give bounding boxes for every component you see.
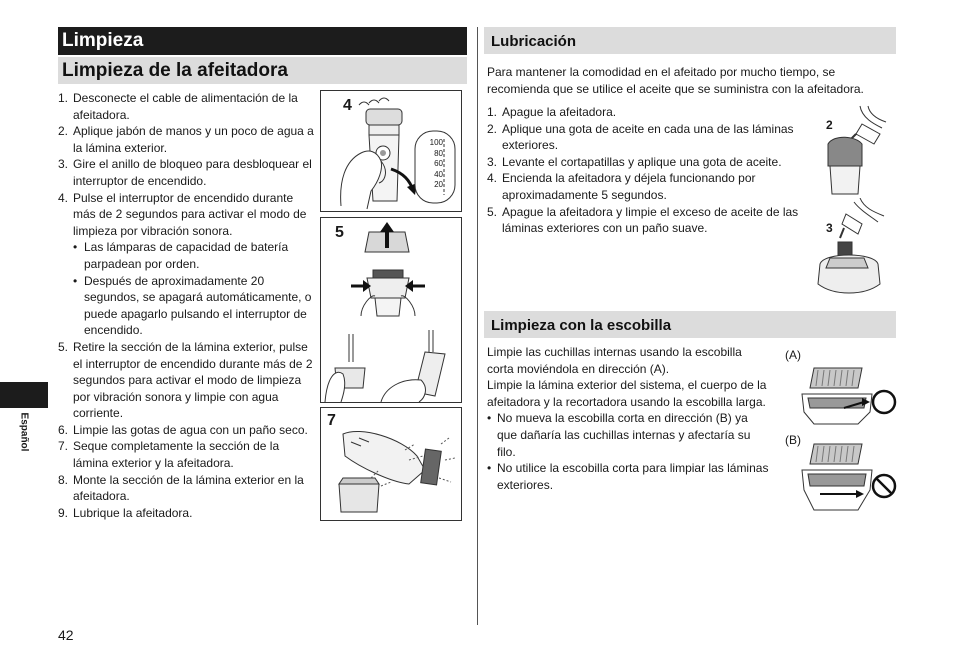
column-divider xyxy=(477,27,478,625)
sub-list-item: • Las lámparas de capacidad de batería parpadean por orden. xyxy=(73,240,289,271)
list-item: 7. Seque completamente la sección de la lámina exterior y la afeitadora. xyxy=(58,439,280,471)
list-item: 4. Encienda la afeitadora y déjela funcionando por aproximadamente 5 segundos. xyxy=(487,171,756,202)
sub-list-item: • Después de aproximadamente 20 segundos, se apagará automáticamente, o puede apagarlo pulsando el interruptor de encendido. xyxy=(73,273,312,338)
list-item: 2. Aplique jabón de manos y un poco de agua a la lámina exterior. xyxy=(58,124,314,155)
list-item: 5. Apague la afeitadora y limpie el exceso de aceite de las láminas exteriores con un paño suave. xyxy=(487,204,799,236)
battery-levels: 100 80 60 40 20 xyxy=(429,138,443,189)
figure-label-3: 3 xyxy=(826,221,833,235)
list-item: 8. Monte la sección de la lámina exterior en la afeitadora. xyxy=(58,472,304,504)
figure-label-2: 2 xyxy=(826,118,833,132)
list-item: 3. Levante el cortapatillas y aplique una gota de aceite. xyxy=(487,154,782,169)
lubrication-steps-list xyxy=(487,104,817,237)
figure-step-4 xyxy=(320,90,462,212)
list-item: 1. Apague la afeitadora. xyxy=(487,105,617,119)
language-tab xyxy=(0,382,48,408)
brush-notes-list xyxy=(487,410,769,493)
brush-correct-illustration xyxy=(800,362,898,428)
lubrication-intro: Para mantener la comodidad en el afeitado por mucho tiempo, se recomienda que se utilice el aceite que se suministra con la afeitadora. xyxy=(487,65,864,96)
brush-cleaning-body xyxy=(487,344,769,493)
page-number: 42 xyxy=(58,627,74,643)
brush-wrong-illustration xyxy=(800,440,898,514)
cleaning-steps-list xyxy=(58,90,316,521)
label-direction-b: (B) xyxy=(785,433,801,447)
brush-para-1: Limpie las cuchillas internas usando la escobilla corta moviéndola en dirección (A). xyxy=(487,345,742,376)
label-direction-a: (A) xyxy=(785,348,801,362)
list-item: 4. Pulse el interruptor de encendido durante más de 2 segundos para activar el modo de limpieza por vibración sonora. • Las lámparas de capacidad de batería parpadean por orden. • Después de aproximadamente 20 segundos, se apagará automáticamente, o puede apagarlo pulsando el interruptor de encendido. xyxy=(58,190,316,339)
list-item: 6. Limpie las gotas de agua con un paño seco. xyxy=(58,422,308,437)
figure-number: 7 xyxy=(327,412,336,429)
list-item: 1. Desconecte el cable de alimentación de la afeitadora. xyxy=(58,91,298,122)
list-item: • No utilice la escobilla corta para limpiar las láminas exteriores. xyxy=(487,461,769,492)
drying-illustration xyxy=(321,408,461,520)
brush-para-2: Limpie la lámina exterior del sistema, el cuerpo de la afeitadora y la recortadora usando la escobilla larga. xyxy=(487,378,767,409)
subsection-title-cleaning: Limpieza de la afeitadora xyxy=(58,57,467,84)
oil-trimmer-illustration xyxy=(814,198,888,298)
figure-number: 4 xyxy=(343,97,352,114)
foil-removal-illustration xyxy=(321,218,461,402)
list-item: 9. Lubrique la afeitadora. xyxy=(58,505,193,520)
language-label: Español xyxy=(18,412,30,452)
section-title: Limpieza xyxy=(58,27,467,55)
figure-step-7 xyxy=(320,407,462,521)
list-item: 2. Aplique una gota de aceite en cada una de las láminas exteriores. xyxy=(487,121,794,153)
list-item: 5. Retire la sección de la lámina exterior, pulse el interruptor de encendido durante más de 2 segundos para activar el modo de limpieza por vibración sonora y limpie con agua corriente. xyxy=(58,339,313,421)
sub-list xyxy=(73,239,316,339)
figure-step-5 xyxy=(320,217,462,403)
brush-cleaning-title: Limpieza con la escobilla xyxy=(484,311,896,338)
lubrication-title: Lubricación xyxy=(484,27,896,54)
figure-number: 5 xyxy=(335,224,344,241)
list-item: • No mueva la escobilla corta en dirección (B) ya que dañaría las cuchillas internas y afectaría su filo. xyxy=(487,411,751,459)
list-item: 3. Gire el anillo de bloqueo para desbloquear el interruptor de encendido. xyxy=(58,157,312,188)
